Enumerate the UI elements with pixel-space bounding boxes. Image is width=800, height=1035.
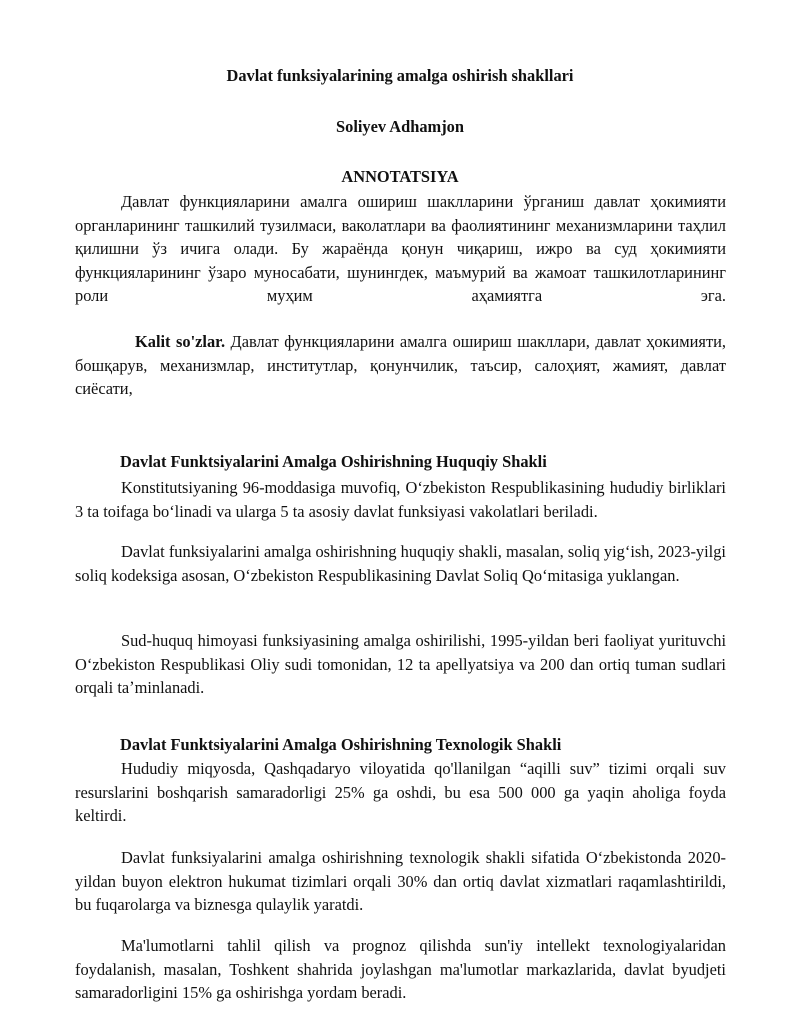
section-heading-technological: Davlat Funktsiyalarini Amalga Oshirishning Texnologik Shakli [120, 735, 562, 754]
section-heading-legal: Davlat Funktsiyalarini Amalga Oshirishning Huquqiy Shakli [120, 452, 547, 471]
paragraph: Davlat funksiyalarini amalga oshirishning texnologik shakli sifatida Oʻzbekistonda 2020-yildan buyon elektron hukumat tizimlari orqali 30% dan ortiq davlat xizmatlari raqamlashtirildi, bu fuqarolarga va biznesga qulaylik yaratdi. [75, 848, 726, 914]
document-title: Davlat funksiyalarining amalga oshirish shakllari [226, 66, 574, 85]
keywords-text: Давлат функцияларини амалга ошириш шакллари, давлат ҳокимияти, бошқарув, механизмлар, институтлар, қонунчилик, таъсир, салоҳият, жамият, давлат сиёсати, [75, 332, 726, 398]
annotation-heading: ANNOTATSIYA [341, 167, 459, 186]
paragraph: Ma'lumotlarni tahlil qilish va prognoz qilishda sun'iy intellekt texnologiyalaridan foydalanish, masalan, Toshkent shahrida joylashgan ma'lumotlar markazlarida, davlat byudjeti samaradorligini 15% ga oshirishga yordam beradi. [75, 936, 726, 1002]
paragraph: Davlat funksiyalarini amalga oshirishning huquqiy shakli, masalan, soliq yigʻish, 2023-yilgi soliq kodeksiga asosan, Oʻzbekiston Respublikasining Davlat Soliq Qoʻmitasiga yuklangan. [75, 542, 726, 585]
paragraph: Sud-huquq himoyasi funksiyasining amalga oshirilishi, 1995-yildan beri faoliyat yurituvchi Oʻzbekiston Respublikasi Oliy sudi tomonidan, 12 ta apellyatsiya va 200 dan ortiq tuman sudlari orqali taʼminlanadi. [75, 631, 726, 697]
keywords-paragraph [75, 330, 726, 401]
paragraph: Hududiy miqyosda, Qashqadaryo viloyatida qo'llanilgan “aqilli suv” tizimi orqali suv resurslarini boshqarish samaradorligi 25% ga oshdi, bu esa 500 000 ga yaqin aholiga foyda keltirdi. [75, 759, 726, 825]
paragraph: Konstitutsiyaning 96-moddasiga muvofiq, Oʻzbekiston Respublikasining hududiy birliklari 3 ta toifaga boʻlinadi va ularga 5 ta asosiy davlat funksiyasi vakolatlari beriladi. [75, 478, 726, 521]
annotation-paragraph: Давлат функцияларини амалга ошириш шаклларини ўрганиш давлат ҳокимияти органларининг ташкилий тузилмаси, ваколатлари ва фаолиятининг механизмларини таҳлил қилишни ўз ичига олади. Бу жараёнда қонун чиқариш, ижро ва суд ҳокимияти функцияларининг ўзаро муносабати, шунингдек, маъмурий ва жамоат ташкилотларининг роли муҳим аҳамиятга эга. [75, 192, 726, 305]
author-name: Soliyev Adhamjon [336, 117, 464, 136]
keywords-label: Kalit so'zlar. [135, 332, 226, 351]
